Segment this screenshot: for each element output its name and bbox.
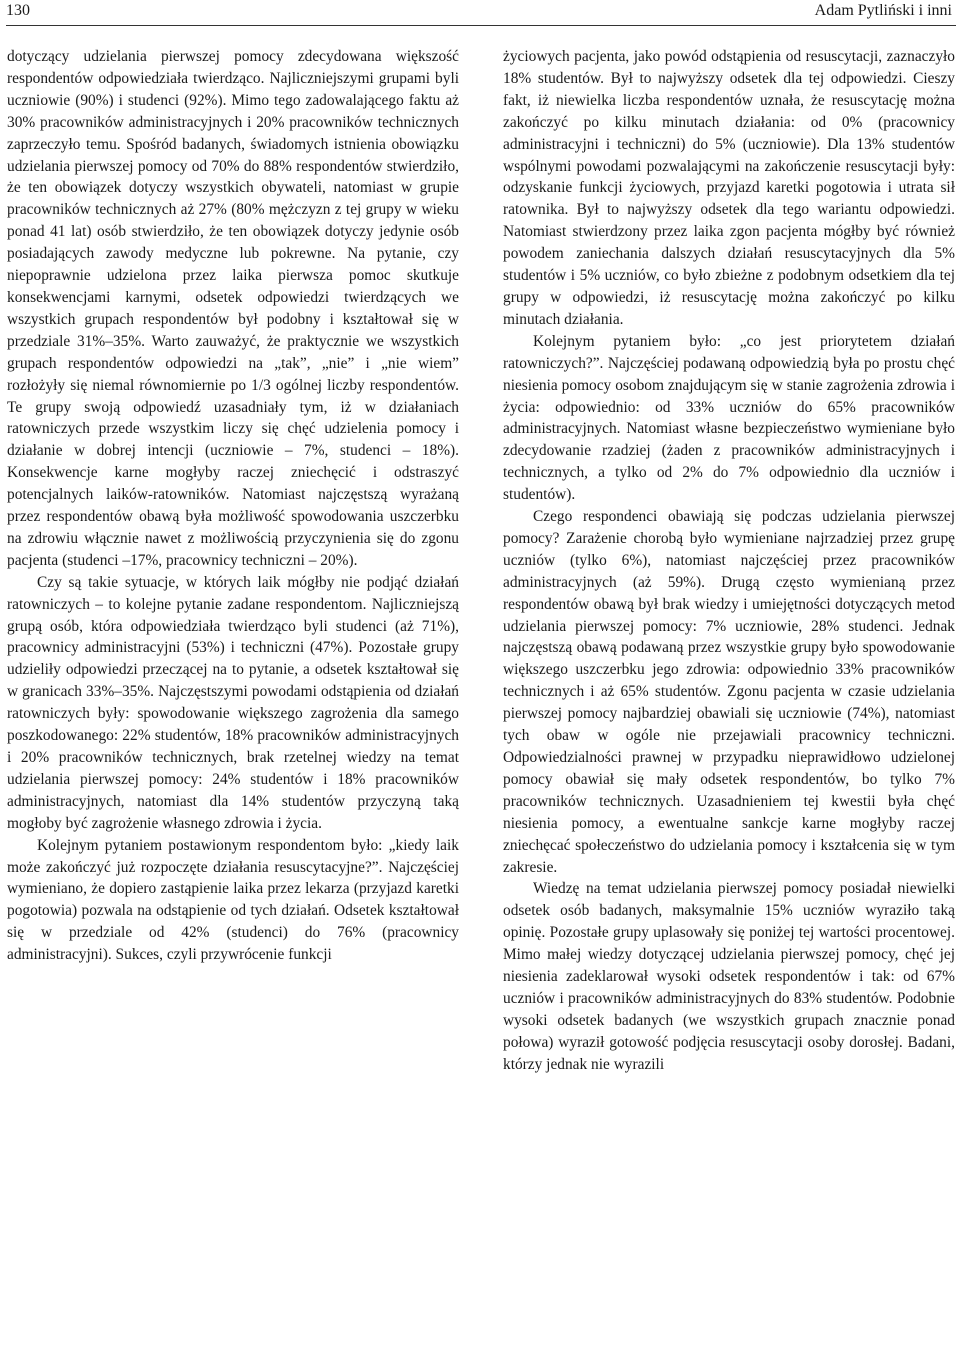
running-head-authors: Adam Pytliński i inni [814,2,952,19]
paragraph: Kolejnym pytaniem postawionym respondentom było: „kiedy laik może zakończyć już rozpoczęte działania resuscytacyjne?”. Najczęściej wymieniano, że dopiero zastąpienie laika przez lekarza (przyjazd karetki pogotowia) pozwala na odstąpienie od tych działań. Odsetek kształtował się w przedziale od 42% (studenci) do 76% (pracownicy administracyjni). Sukces, czyli przywrócenie funkcji [7,836,459,964]
left-column [7,46,459,1358]
paragraph: życiowych pacjenta, jako powód odstąpienia od resuscytacji, zaznaczyło 18% studentów. Był to najwyższy odsetek dla tej odpowiedzi. Cieszy fakt, iż niewielka liczba respondentów uznała, że resuscytację można zakończyć po kilku minutach działania: od 0% (pracownicy administracyjni i techniczni) do 5% (uczniowie). Dla 13% studentów wspólnymi powodami pozwalającymi na zakończenie resuscytacji były: odzyskanie funkcji życiowych, przyjazd karetki pogotowia i utrata sił ratownika. Był to najwyższy odsetek dla tego wariantu odpowiedzi. Natomiast stwierdzony przez laika zgon pacjenta mógłby być również powodem zaniechania dalszych działań resuscytacyjnych dla 5% studentów i 5% uczniów, co było zbieżne z podobnym odsetkiem dla tej grupy w odpowiedzi, iż resuscytację można zakończyć po kilku minutach działania. [503,48,955,328]
right-column [503,46,955,1358]
page-header [6,0,956,26]
paragraph: Czy są takie sytuacje, w których laik mógłby nie podjąć działań ratowniczych – to kolejne pytanie zadane respondentom. Najliczniejszą grupą osób, która odpowiedziała twierdząco byli studenci (aż 71%), pracownicy administracyjni (53%) i techniczni (47%). Pozostałe grupy udzieliły odpowiedzi przeczącej na to pytanie, a odsetek kształtował się w granicach 33%–35%. Najczęstszymi powodami odstąpienia od działań ratowniczych były: spowodowanie większego zagrożenia dla samego poszkodowanego: 22% studentów, 18% pracowników administracyjnych i 20% pracowników technicznych, brak rzetelnej wiedzy na temat udzielania pierwszej pomocy: 24% studentów i 18% pracowników administracyjnych, natomiast dla 14% studentów przyczyną taką mogłoby być zagrożenie własnego zdrowia i życia. [7,573,459,832]
page-number: 130 [6,2,30,19]
paragraph: Wiedzę na temat udzielania pierwszej pomocy posiadał niewielki odsetek osób badanych, maksymalnie 15% uczniów wyraziło taką opinię. Pozostałe grupy uplasowały się poniżej tej wartości procentowej. Mimo małej wiedzy dotyczącej udzielania pierwszej pomocy, chęć jej niesienia zadeklarował wysoki odsetek respondentów i tak: od 67% uczniów i pracowników administracyjnych do 83% studentów. Podobnie wysoki odsetek badanych (we wszystkich grupach znacznie ponad połowa) wyraził gotowość podjęcia resuscytacji osoby dorosłej. Badani, którzy jednak nie wyrazili [503,880,955,1073]
paragraph: Czego respondenci obawiają się podczas udzielania pierwszej pomocy? Zarażenie chorobą było wymieniane najrzadziej przez grupę uczniów (tylko 6%), natomiast najczęściej przez pracowników administracyjnych (aż 59%). Drugą często wymienianą przez respondentów obawą był brak wiedzy i umiejętności dotyczących metod udzielania pierwszej pomocy: 7% uczniowie, 28% studenci. Jednak najczęstszą obawą podawaną przez wszystkie grupy było spowodowanie większego uszczerbku jego zdrowia: odpowiednio 33% pracowników technicznych i aż 65% studentów. Zgonu pacjenta w czasie udzielania pierwszej pomocy najbardziej obawiali się uczniowie (74%), natomiast tych obaw w ogóle nie przejawiali pracownicy techniczni. Odpowiedzialności prawnej w przypadku nieprawidłowo udzielonej pomocy obawiał się mały odsetek respondentów, bo tylko 7% pracowników technicznych. Uzasadnieniem tej kwestii była chęć niesienia pomocy, a ewentualne sankcje karne mogłyby raczej zniechęcać społeczeństwo do udzielania pomocy i kształcenia się w tym zakresie. [503,508,955,876]
paragraph: Kolejnym pytaniem było: „co jest priorytetem działań ratowniczych?”. Najczęściej podawaną odpowiedzią była po prostu chęć niesienia pomocy osobom znajdującym się w stanie zagrożenia zdrowia i życia: odpowiednio: od 33% uczniów do 65% pracowników administracyjnych. Natomiast własne bezpieczeństwo wymieniane było zdecydowanie rzadziej (żaden z pracowników administracyjnych i technicznych, a tylko od 2% do 7% odpowiednio dla uczniów i studentów). [503,332,955,504]
paragraph: dotyczący udzielania pierwszej pomocy zdecydowana większość respondentów odpowiedziała twierdząco. Najliczniejszymi grupami byli uczniowie (90%) i studenci (92%). Mimo tego zadowalającego faktu aż 30% pracowników administracyjnych i 20% pracowników technicznych zaprzeczyło temu. Spośród badanych, świadomych istnienia obowiązku udzielania pierwszej pomocy od 70% do 88% respondentów stwierdziło, że ten obowiązek dotyczy wszystkich obywateli, natomiast w grupie pracowników technicznych aż 27% (80% mężczyzn z tej grupy w wieku ponad 41 lat) osób stwierdziło, że ten obowiązek dotyczy jedynie osób posiadających zawody medyczne lub pokrewne. Na pytanie, czy niepoprawnie udzielona przez laika pierwsza pomoc skutkuje konsekwencjami karnymi, odsetek odpowiedzi twierdzących we wszystkich grupach respondentów był podobny i kształtował się w przedziale 31%–35%. Warto zauważyć, że praktycznie we wszystkich grupach respondentów odpowiedzi na „tak”, „nie” i „nie wiem” rozłożyły się niemal równomiernie po 1/3 ogólnej liczby respondentów. Te grupy swoją odpowiedź uzasadniały tym, iż w działaniach ratowniczych przede wszystkim liczy się chęć udzielenia pomocy i działanie w dobrej intencji (uczniowie – 7%, studenci – 18%). Konsekwencje karne mogłyby raczej zniechęcić i odstraszyć potencjalnych laików-ratowników. Natomiast najczęstszą wyrażaną przez respondentów obawą była możliwość spowodowania uszczerbku na zdrowiu włącznie nawet z możliwością przyczynienia się do zgonu pacjenta (studenci –17%, pracownicy techniczni – 20%). [7,48,459,569]
